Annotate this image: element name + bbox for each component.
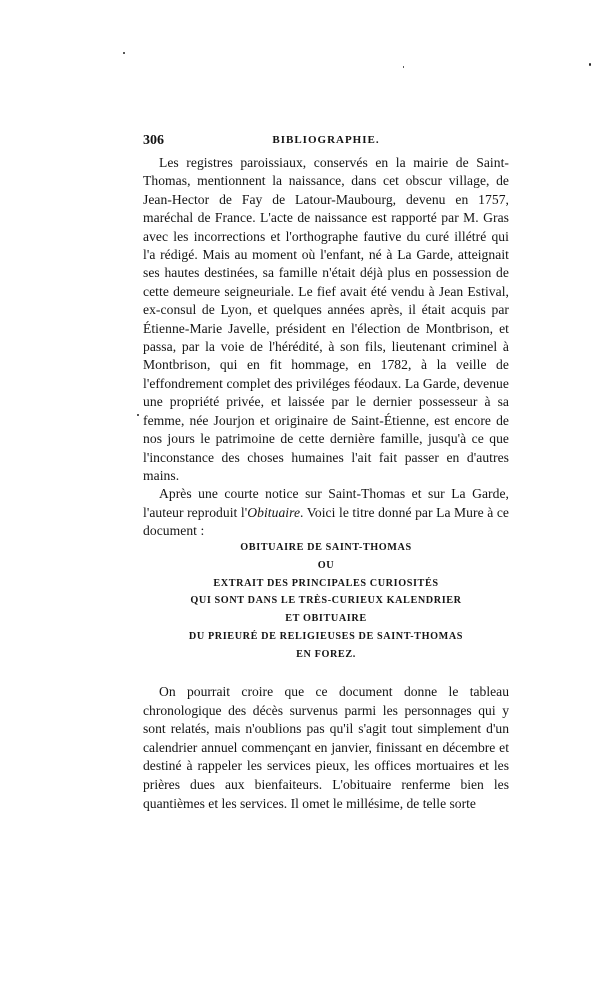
paragraph-la-garde-history: Les registres paroissiaux, conservés en la mairie de Saint-Thomas, mentionnent la naissance, dans cet obscur village, de Jean-Hector de Fay de Latour-Maubourg, devenu en 1757, maréchal de France. L'acte de naissance est rapporté par M. Gras avec les incorrections et l'orthographe fautive du curé illétré qui l'a rédigé. Mais au moment où l'enfant, né à La Garde, atteignait ses hautes destinées, sa famille n'était déjà plus en possession de cette demeure seigneuriale. Le fief avait été vendu à Jean Estival, ex-consul de Lyon, et quelques années après, il était acquis par Étienne-Marie Javelle, président en l'élection de Montbrison, et passa, par la voie de l'hérédité, à son fils, lieutenant criminel à Montbrison, qui en fit hommage, en 1782, à la veille de l'effondrement complet des priviléges féodaux. La Garde, devenue une propriété privée, et laissée par le dernier possesseur à sa femme, née Jourjon et originaire de Saint-Étienne, est encore de nos jours le patrimoine de cette dernière famille, jusqu'à ce que l'inconstance des choses humaines l'ait fait passer en d'autres mains.	[143, 155, 509, 483]
print-speck	[137, 414, 139, 416]
print-speck	[123, 52, 125, 54]
title-line: OU	[317, 559, 335, 571]
page-header	[143, 133, 509, 151]
title-line: EXTRAIT DES PRINCIPALES CURIOSITÉS	[213, 577, 439, 589]
running-head: BIBLIOGRAPHIE.	[272, 134, 380, 146]
page-number: 306	[143, 133, 164, 148]
intro-text-before: Après une courte notice sur Saint-Thomas et sur La Garde, l'auteur reproduit l'	[143, 486, 509, 520]
print-speck	[589, 63, 591, 66]
title-line: EN FOREZ.	[296, 648, 356, 660]
intro-text-after: . Voici le titre donné par La Mure à ce document :	[143, 504, 509, 539]
title-line: ET OBITUAIRE	[285, 613, 367, 625]
title-line: DU PRIEURÉ DE RELIGIEUSES DE SAINT-THOMAS	[188, 630, 464, 642]
print-speck	[403, 66, 404, 68]
paragraph-calendar: On pourrait croire que ce document donne le tableau chronologique des décès survenus parmi les personnages qui y sont relatés, mais n'oublions pas qu'il s'agit tout simplement d'un calendrier annuel commençant en janvier, finissant en décembre et destiné à rappeler les services pieux, les offices mortuaires et les prières dues aux bienfaiteurs. L'obituaire renferme bien les quantièmes et les services. Il omet le millésime, de telle sorte	[143, 684, 509, 811]
obituaire-italic: Obituaire	[247, 504, 301, 520]
title-line: OBITUAIRE DE SAINT-THOMAS	[240, 542, 412, 553]
main-text	[143, 154, 509, 541]
title-line: QUI SONT DANS LE TRÈS-CURIEUX KALENDRIER	[190, 595, 462, 607]
closing-text	[143, 683, 509, 813]
paragraph-obituaire-intro	[143, 485, 509, 540]
document-title-block	[143, 539, 509, 664]
